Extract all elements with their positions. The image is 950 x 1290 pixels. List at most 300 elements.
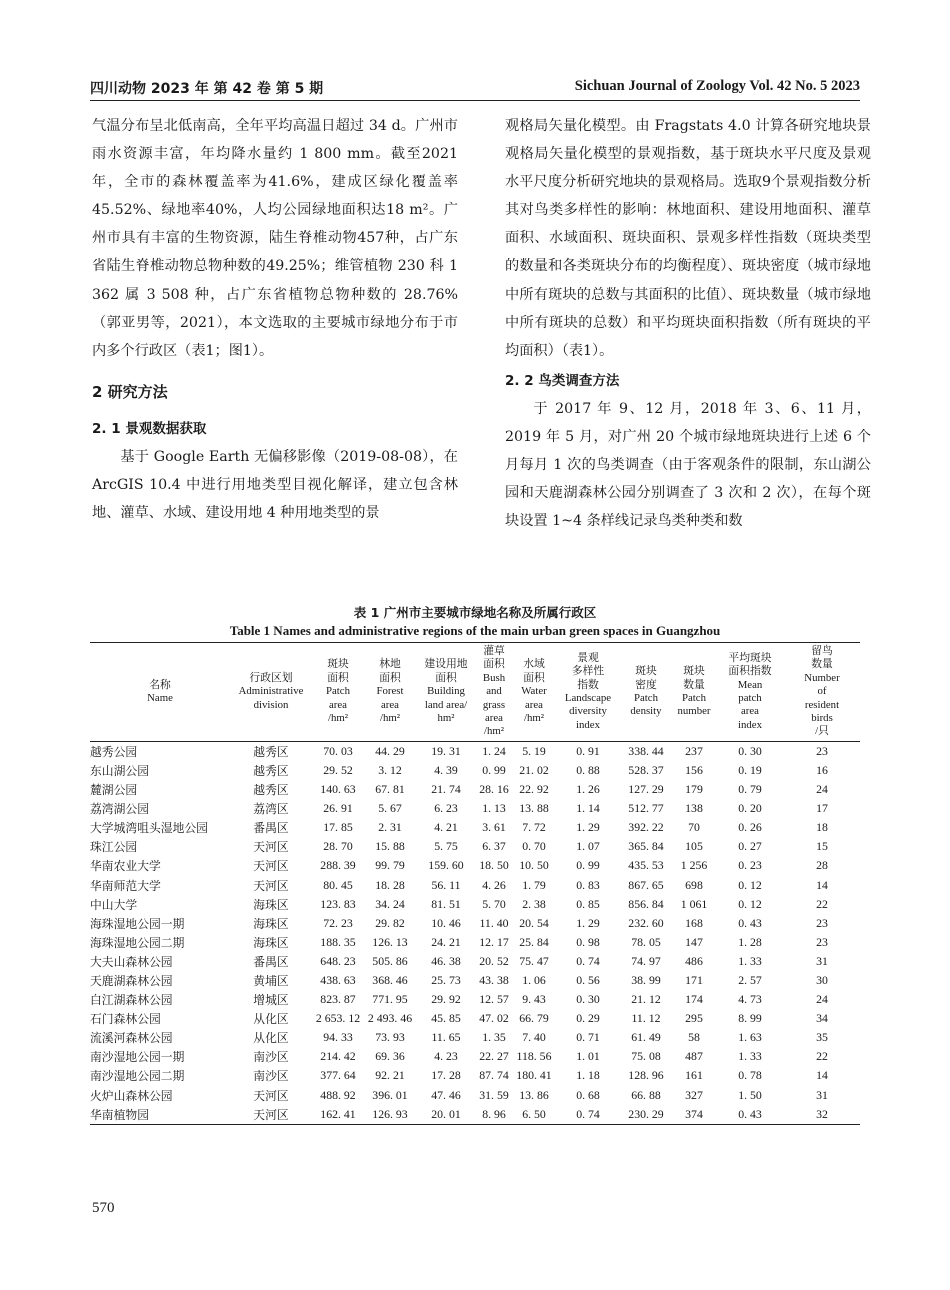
cell-value: 237	[685, 743, 703, 758]
cell-value: 72. 23	[323, 915, 353, 930]
cell-value: 73. 93	[375, 1030, 405, 1045]
column-header-line: /hm²	[327, 712, 349, 725]
cell-value: 232. 60	[628, 915, 664, 930]
column-header-line: land area/	[424, 698, 468, 711]
paragraph: 基于 Google Earth 无偏移影像（2019-08-08），在 ArcGIS 10.4 中进行用地类型目视化解译，建立包含林地、灌草、水域、建设用地 4 种用地类型的景	[92, 448, 458, 522]
cell-value: 7. 72	[522, 820, 546, 835]
column-header-line: patch	[738, 691, 762, 704]
cell-value: 18	[816, 820, 828, 835]
cell-value: 188. 35	[320, 934, 356, 949]
column-header-line: Administrative	[238, 685, 304, 698]
cell-district: 增城区	[253, 993, 289, 1008]
cell-value: 2 653. 12	[315, 1011, 361, 1026]
cell-value: 29. 52	[323, 762, 353, 777]
cell-value: 58	[688, 1030, 700, 1045]
cell-value: 23	[816, 934, 828, 949]
column-header	[476, 643, 512, 742]
table-row	[90, 1086, 860, 1105]
cell-value: 2. 31	[378, 820, 402, 835]
cell-value: 0. 74	[556, 1105, 620, 1125]
table-row	[90, 933, 860, 952]
cell-value: 126. 93	[364, 1105, 416, 1125]
column-header-line: 面积	[435, 671, 457, 684]
column-header-line: Patch	[326, 685, 350, 698]
cell-value: 0. 99	[576, 858, 600, 873]
cell-value: 288. 39	[320, 858, 356, 873]
cell-value: 0. 26	[738, 820, 762, 835]
cell-value: 70. 03	[323, 743, 353, 758]
cell-value: 17. 28	[431, 1068, 461, 1083]
cell-district: 越秀区	[253, 744, 289, 759]
cell-value: 126. 13	[372, 934, 408, 949]
cell-value: 4. 23	[434, 1049, 458, 1064]
cell-value: 19. 31	[431, 743, 461, 758]
cell-value: 0. 43	[738, 915, 762, 930]
cell-district: 海珠区	[253, 897, 289, 912]
cell-value: 0. 71	[576, 1030, 600, 1045]
column-header-line: Forest	[376, 685, 404, 698]
cell-value: 10. 50	[519, 858, 549, 873]
cell-value: 94. 33	[323, 1030, 353, 1045]
column-header-line: number	[677, 705, 711, 718]
column-header	[312, 643, 364, 742]
cell-value: 435. 53	[628, 858, 664, 873]
cell-value: 24	[816, 782, 828, 797]
cell-value: 47. 46	[431, 1087, 461, 1102]
cell-value: 34. 24	[375, 896, 405, 911]
cell-value: 0. 70	[522, 839, 546, 854]
cell-site-name: 东山湖公园	[90, 763, 149, 778]
cell-value: 159. 60	[428, 858, 464, 873]
column-header-line: 面积	[379, 671, 401, 684]
column-header-line: density	[630, 705, 662, 718]
cell-value: 75. 47	[519, 953, 549, 968]
cell-value: 34	[816, 1011, 828, 1026]
column-header-line: area	[525, 698, 543, 711]
cell-value: 45. 85	[431, 1011, 461, 1026]
column-header-line: index	[576, 718, 600, 731]
cell-value: 138	[685, 801, 703, 816]
cell-value: 31	[816, 1087, 828, 1102]
cell-value: 295	[685, 1011, 703, 1026]
cell-value: 180. 41	[516, 1068, 552, 1083]
cell-value: 13. 86	[519, 1087, 549, 1102]
cell-value: 17	[816, 801, 828, 816]
cell-value: 35	[816, 1030, 828, 1045]
cell-value: 78. 05	[631, 934, 661, 949]
column-header-line: 林地	[379, 658, 401, 671]
column-header-line: area	[741, 705, 759, 718]
column-header-line: Bush	[482, 671, 506, 684]
cell-value: 5. 70	[482, 896, 506, 911]
cell-value: 1. 33	[738, 1049, 762, 1064]
cell-district: 天河区	[253, 840, 289, 855]
cell-value: 20. 01	[416, 1105, 476, 1125]
cell-value: 66. 79	[519, 1011, 549, 1026]
column-header-line: diversity	[569, 705, 607, 718]
cell-value: 0. 85	[576, 896, 600, 911]
cell-value: 12. 17	[479, 934, 509, 949]
cell-value: 486	[685, 953, 703, 968]
cell-value: 1. 24	[482, 743, 506, 758]
cell-value: 21. 74	[431, 782, 461, 797]
cell-value: 1. 33	[738, 953, 762, 968]
column-header-line: /hm²	[523, 712, 545, 725]
cell-value: 14	[816, 1068, 828, 1083]
column-header-line: resident	[804, 698, 840, 711]
cell-value: 374	[672, 1105, 716, 1125]
cell-site-name: 海珠湿地公园二期	[90, 935, 185, 950]
cell-value: 128. 96	[628, 1068, 664, 1083]
cell-value: 22	[816, 896, 828, 911]
cell-site-name: 流溪河森林公园	[90, 1031, 173, 1046]
cell-value: 487	[685, 1049, 703, 1064]
cell-value: 438. 63	[320, 973, 356, 988]
table-row	[90, 1105, 860, 1125]
cell-value: 6. 50	[512, 1105, 556, 1125]
cell-value: 2 493. 46	[367, 1011, 413, 1026]
cell-value: 21. 12	[631, 992, 661, 1007]
column-header-line: hm²	[437, 712, 455, 725]
cell-site-name: 珠江公园	[90, 840, 138, 855]
column-header-line: 景观	[577, 651, 599, 664]
table-row	[90, 876, 860, 895]
column-header-line: 建设用地	[424, 658, 468, 671]
cell-site-name: 中山大学	[90, 897, 138, 912]
header-journal-en: Sichuan Journal of Zoology Vol. 42 No. 5 2023	[574, 78, 860, 94]
cell-value: 43. 38	[479, 973, 509, 988]
column-header-line: 面积	[523, 671, 545, 684]
cell-site-name: 华南农业大学	[90, 859, 161, 874]
cell-value: 46. 38	[431, 953, 461, 968]
column-header-line: /只	[815, 725, 829, 738]
column-header-line: 行政区划	[249, 671, 293, 684]
cell-district: 天河区	[230, 1105, 312, 1125]
cell-site-name: 华南植物园	[90, 1105, 230, 1125]
column-header-line: 面积	[327, 671, 349, 684]
table-title-en: Table 1 Names and administrative regions of the main urban green spaces in Guangzhou	[229, 623, 721, 638]
cell-value: 29. 82	[375, 915, 405, 930]
column-header-line: Patch	[634, 691, 658, 704]
cell-value: 1. 29	[576, 915, 600, 930]
column-header-line: Number	[804, 671, 840, 684]
cell-site-name: 火炉山森林公园	[90, 1088, 173, 1103]
column-header-line: Landscape	[564, 691, 612, 704]
cell-value: 74. 97	[631, 953, 661, 968]
cell-value: 13. 88	[519, 801, 549, 816]
column-header-line: 名称	[149, 678, 171, 691]
cell-value: 1. 35	[482, 1030, 506, 1045]
column-header	[784, 643, 860, 742]
column-header	[230, 643, 312, 742]
table-row	[90, 1028, 860, 1047]
section-heading: 2 研究方法	[92, 382, 168, 401]
cell-value: 512. 77	[628, 801, 664, 816]
cell-value: 31	[816, 953, 828, 968]
cell-district: 海珠区	[253, 935, 289, 950]
column-header-line: 面积	[483, 658, 505, 671]
cell-site-name: 南沙湿地公园一期	[90, 1050, 185, 1065]
column-header-line: 斑块	[635, 665, 657, 678]
cell-value: 0. 12	[738, 896, 762, 911]
cell-value: 105	[685, 839, 703, 854]
column-header-line: 灌草	[483, 645, 505, 657]
column-header-line: 留鸟	[811, 645, 833, 657]
cell-value: 44. 29	[375, 743, 405, 758]
cell-value: 0. 30	[576, 992, 600, 1007]
subsection-heading: 2. 1 景观数据获取	[92, 420, 207, 437]
cell-site-name: 越秀公园	[90, 744, 138, 759]
cell-value: 5. 19	[522, 743, 546, 758]
cell-value: 21. 02	[519, 762, 549, 777]
cell-value: 698	[685, 877, 703, 892]
column-header-line: division	[253, 698, 289, 711]
cell-value: 31. 59	[479, 1087, 509, 1102]
cell-district: 越秀区	[253, 783, 289, 798]
cell-value: 368. 46	[372, 973, 408, 988]
cell-value: 61. 49	[631, 1030, 661, 1045]
table-row	[90, 818, 860, 837]
cell-value: 8. 96	[476, 1105, 512, 1125]
cell-site-name: 白江湖森林公园	[90, 993, 173, 1008]
paragraph: 于 2017 年 9、12 月，2018 年 3、6、11 月，2019 年 5 月，对广州 20 个城市绿地斑块进行上述 6 个月每月 1 次的鸟类调查（由于客观条件的限制，东山湖公园和天鹿湖森林公园分别调查了 3 次和 2 次），在每个斑块设置 1~4 条样线记录鸟类种类和数	[505, 400, 871, 530]
column-header	[556, 643, 620, 742]
cell-district: 黄埔区	[253, 974, 289, 989]
cell-value: 771. 95	[372, 992, 408, 1007]
cell-value: 0. 29	[576, 1011, 600, 1026]
table-row	[90, 799, 860, 818]
cell-value: 25. 73	[431, 973, 461, 988]
column-header	[672, 643, 716, 742]
table-row	[90, 952, 860, 971]
cell-value: 140. 63	[320, 782, 356, 797]
cell-value: 156	[685, 762, 703, 777]
cell-value: 2. 38	[522, 896, 546, 911]
column-header-line: of	[817, 685, 827, 698]
cell-value: 0. 56	[576, 973, 600, 988]
cell-value: 11. 40	[479, 915, 509, 930]
cell-value: 18. 28	[375, 877, 405, 892]
column-header-line: 数量	[811, 658, 833, 671]
column-header-line: Name	[147, 691, 173, 704]
column-header	[416, 643, 476, 742]
cell-value: 26. 91	[323, 801, 353, 816]
table-row	[90, 780, 860, 799]
cell-value: 18. 50	[479, 858, 509, 873]
cell-value: 69. 36	[375, 1049, 405, 1064]
cell-value: 15. 88	[375, 839, 405, 854]
column-header-line: 密度	[635, 678, 657, 691]
green-space-table	[90, 642, 860, 1125]
cell-value: 867. 65	[628, 877, 664, 892]
cell-value: 23	[816, 915, 828, 930]
column-header-line: 平均斑块	[728, 651, 772, 664]
column-header-line: 斑块	[327, 658, 349, 671]
cell-value: 0. 20	[738, 801, 762, 816]
cell-value: 47. 02	[479, 1011, 509, 1026]
cell-value: 4. 26	[482, 877, 506, 892]
cell-value: 0. 78	[738, 1068, 762, 1083]
right-column	[505, 112, 871, 535]
cell-value: 1. 28	[738, 934, 762, 949]
left-column	[92, 112, 458, 527]
column-header-line: /hm²	[379, 712, 401, 725]
cell-district: 越秀区	[253, 763, 289, 778]
column-header-line: 斑块	[683, 665, 705, 678]
cell-value: 23	[816, 743, 828, 758]
cell-value: 70	[688, 820, 700, 835]
column-header	[620, 643, 672, 742]
cell-value: 179	[685, 782, 703, 797]
table-row	[90, 971, 860, 990]
cell-value: 0. 23	[738, 858, 762, 873]
cell-value: 1. 14	[576, 801, 600, 816]
cell-value: 0. 88	[576, 762, 600, 777]
cell-value: 856. 84	[628, 896, 664, 911]
cell-value: 11. 12	[631, 1011, 661, 1026]
table-body	[90, 741, 860, 1124]
cell-value: 0. 98	[576, 934, 600, 949]
table-title-cn: 表 1 广州市主要城市绿地名称及所属行政区	[353, 605, 597, 620]
column-header-line: grass	[482, 698, 506, 711]
table-row	[90, 895, 860, 914]
cell-value: 3. 61	[482, 820, 506, 835]
cell-district: 从化区	[253, 1031, 289, 1046]
cell-value: 0. 83	[576, 877, 600, 892]
cell-value: 0. 99	[482, 762, 506, 777]
column-header-line: 多样性	[571, 665, 605, 678]
cell-value: 15	[816, 839, 828, 854]
cell-value: 648. 23	[320, 953, 356, 968]
cell-district: 番禺区	[253, 954, 289, 969]
cell-value: 528. 37	[628, 762, 664, 777]
cell-value: 5. 75	[434, 839, 458, 854]
cell-value: 32	[784, 1105, 860, 1125]
cell-value: 4. 73	[738, 992, 762, 1007]
cell-district: 荔湾区	[253, 802, 289, 817]
cell-value: 30	[816, 973, 828, 988]
cell-value: 1. 63	[738, 1030, 762, 1045]
cell-district: 从化区	[253, 1012, 289, 1027]
cell-value: 0. 79	[738, 782, 762, 797]
cell-value: 92. 21	[375, 1068, 405, 1083]
cell-district: 天河区	[253, 878, 289, 893]
cell-district: 天河区	[253, 859, 289, 874]
column-header-line: Patch	[682, 691, 706, 704]
cell-value: 6. 37	[482, 839, 506, 854]
cell-value: 1 061	[680, 896, 708, 911]
cell-site-name: 大夫山森林公园	[90, 954, 173, 969]
cell-value: 87. 74	[479, 1068, 509, 1083]
cell-value: 0. 12	[738, 877, 762, 892]
cell-value: 1. 18	[576, 1068, 600, 1083]
cell-value: 24	[816, 992, 828, 1007]
cell-value: 20. 52	[479, 953, 509, 968]
cell-value: 99. 79	[375, 858, 405, 873]
cell-value: 1. 50	[738, 1087, 762, 1102]
cell-value: 7. 40	[522, 1030, 546, 1045]
paragraph: 气温分布呈北低南高，全年平均高温日超过 34 d。广州市雨水资源丰富，年均降水量约 1 800 mm。截至2021年，全市的森林覆盖率为41.6%，建成区绿化覆盖率45.52%、绿地率40%，人均公园绿地面积达18 m²。广州市具有丰富的生物资源，陆生脊椎动物457种，占广东省陆生脊椎动物总物种数的49.25%；维管植物 230 科 1 362 属 3 508 种，占广东省植物总物种数的 28.76%（郭亚男等，2021），本文选取的主要城市绿地分布于市内多个行政区（表1；图1）。	[92, 118, 458, 359]
column-header-line: area	[329, 698, 347, 711]
column-header-line: 指数	[577, 678, 599, 691]
cell-value: 0. 91	[576, 743, 600, 758]
cell-value: 17. 85	[323, 820, 353, 835]
cell-site-name: 华南师范大学	[90, 878, 161, 893]
cell-value: 5. 67	[378, 801, 402, 816]
cell-value: 365. 84	[628, 839, 664, 854]
cell-value: 0. 43	[716, 1105, 784, 1125]
cell-value: 118. 56	[516, 1049, 552, 1064]
cell-value: 1. 26	[576, 782, 600, 797]
cell-value: 8. 99	[738, 1011, 762, 1026]
cell-value: 80. 45	[323, 877, 353, 892]
cell-value: 392. 22	[628, 820, 664, 835]
cell-value: 1. 01	[576, 1049, 600, 1064]
cell-value: 20. 54	[519, 915, 549, 930]
cell-value: 38. 99	[631, 973, 661, 988]
cell-value: 1. 06	[522, 973, 546, 988]
cell-value: 396. 01	[372, 1087, 408, 1102]
table-row	[90, 914, 860, 933]
cell-value: 823. 87	[320, 992, 356, 1007]
cell-value: 327	[685, 1087, 703, 1102]
column-header-line: 数量	[683, 678, 705, 691]
cell-district: 番禺区	[253, 821, 289, 836]
cell-value: 2. 57	[738, 973, 762, 988]
cell-value: 22. 92	[519, 782, 549, 797]
subsection-heading: 2. 2 鸟类调查方法	[505, 372, 620, 389]
cell-value: 488. 92	[320, 1087, 356, 1102]
cell-value: 1. 29	[576, 820, 600, 835]
cell-value: 6. 23	[434, 801, 458, 816]
cell-value: 0. 68	[576, 1087, 600, 1102]
cell-value: 16	[816, 762, 828, 777]
cell-value: 56. 11	[431, 877, 461, 892]
cell-value: 11. 65	[431, 1030, 461, 1045]
column-header-line: Mean	[737, 678, 763, 691]
cell-value: 505. 86	[372, 953, 408, 968]
cell-district: 南沙区	[253, 1069, 289, 1084]
cell-value: 28. 70	[323, 839, 353, 854]
cell-site-name: 麓湖公园	[90, 783, 138, 798]
cell-value: 3. 12	[378, 762, 402, 777]
cell-value: 24. 21	[431, 934, 461, 949]
paragraph: 观格局矢量化模型。由 Fragstats 4.0 计算各研究地块景观格局矢量化模型的景观指数，基于斑块水平尺度及景观水平尺度分析研究地块的景观格局。选取9个景观指数分析其对鸟类多样性的影响：林地面积、建设用地面积、灌草面积、水域面积、斑块面积、景观多样性指数（斑块类型的数量和各类斑块分布的均衡程度）、斑块密度（城市绿地中所有斑块的总数与其面积的比值）、斑块数量（城市绿地中所有斑块的总数）和平均斑块面积指数（所有斑块的平均面积）（表1）。	[505, 118, 871, 359]
cell-site-name: 荔湾湖公园	[90, 802, 149, 817]
cell-value: 377. 64	[320, 1068, 356, 1083]
cell-value: 174	[685, 992, 703, 1007]
cell-value: 0. 30	[738, 743, 762, 758]
table-caption	[90, 604, 860, 640]
cell-value: 0. 19	[738, 762, 762, 777]
cell-value: 22	[816, 1049, 828, 1064]
column-header-line: 面积指数	[728, 665, 772, 678]
cell-value: 161	[685, 1068, 703, 1083]
column-header	[90, 643, 230, 742]
column-header-line: Water	[521, 685, 547, 698]
table-row	[90, 1047, 860, 1066]
table-row	[90, 761, 860, 780]
cell-value: 22. 27	[479, 1049, 509, 1064]
cell-value: 0. 74	[576, 953, 600, 968]
cell-value: 162. 41	[312, 1105, 364, 1125]
cell-value: 4. 21	[434, 820, 458, 835]
column-header-line: birds	[811, 712, 833, 725]
cell-value: 67. 81	[375, 782, 405, 797]
cell-value: 123. 83	[320, 896, 356, 911]
column-header-line: 水域	[523, 658, 545, 671]
cell-value: 81. 51	[431, 896, 461, 911]
